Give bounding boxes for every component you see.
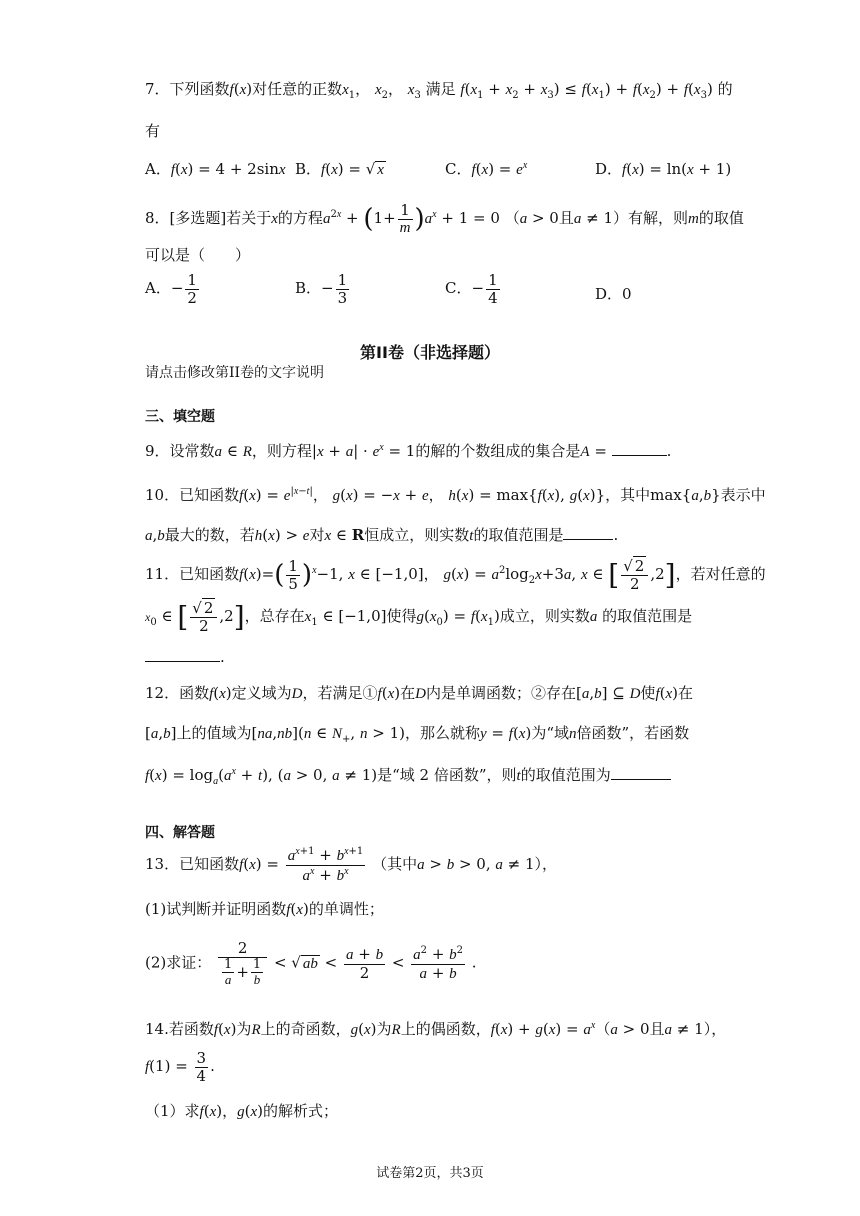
section-4-heading: 四、解答题: [145, 825, 215, 841]
q11-line2: $x_0$ ∈ [ $\frac{√ 2}{2}$ ,2]，总存在$x_1$ ∈ [−1,0]使得$g(x_0) = f(x_1)$成立，则实数a 的取值范围是: [145, 599, 693, 635]
q8-stem-line2: 可以是（ ）: [145, 246, 251, 264]
q7-stem-line2: 有: [145, 122, 161, 140]
q8-option-a: A．− $\frac{1}{2}$: [145, 271, 197, 307]
q8-stem-line1: 8．[多选题]若关于x的方程$a^{2x} + (1+$ $\frac{1}{m}$ )$a^x + 1 = 0$ （a > 0且a ≠ 1）有解，则m的取值: [145, 201, 744, 236]
q12-line2: [a,b]上的值域为[na,nb](n ∈ $N_+$, n > 1)，那么就称y = f(x)为“域n倍函数”，若函数: [145, 724, 690, 745]
q13-part2: (2)求证： 2 $\frac{1}{a}$ + $\frac{1}{b}$ < √ ab < $\frac{a + b}{2}$ < $\frac{a^2 + b^2}{a + b}$ .: [145, 939, 477, 987]
page-footer: 试卷第2页，共3页: [376, 1166, 484, 1181]
q10-line1: 10．已知函数$f(x) = e^{|x-t|}$， g(x) = −x + e， h(x) = max{f(x), g(x)}，其中max{a,b}表示中: [145, 486, 766, 504]
q11-answer-blank[interactable]: .: [145, 648, 225, 666]
section-2-subtitle[interactable]: 请点击修改第II卷的文字说明: [145, 365, 325, 381]
q8-option-b: B．− $\frac{1}{3}$: [295, 271, 348, 307]
q14-part1: （1）求f(x)，g(x)的解析式；: [145, 1102, 339, 1120]
q13-stem: 13．已知函数f(x) = $\frac{a^{x+1} + b^{x+1}}{a^x + b^x}$ （其中a > b > 0, a ≠ 1），: [145, 846, 558, 884]
q7-stem-line1: 7．下列函数f(x)对任意的正数$x_1$， $x_2$， $x_3$ 满足 $f(x_1 + x_2 + x_3) \le f(x_1) + f(x_2) + f(x_3)$ 的: [145, 80, 733, 101]
q12-line3: $f(x) = \log_a(a^x + t)$, (a > 0, a ≠ 1)是“域 2 倍函数”，则t的取值范围为: [145, 764, 671, 787]
q10-line2: a,b最大的数，若h(x) > e对x ∈ R恒成立，则实数t的取值范围是 .: [145, 526, 619, 544]
q14-stem-line1: 14.若函数f(x)为R上的奇函数，g(x)为R上的偶函数，$f(x) + g(x) = a^x(a > 0$且a ≠ 1），: [145, 1020, 727, 1038]
section-2-title: 第II卷（非选择题）: [360, 343, 500, 362]
q8-option-d: D．0: [595, 285, 632, 303]
section-3-heading: 三、填空题: [145, 409, 215, 425]
q7-option-a: A．f(x) = 4 + 2sinx: [145, 160, 286, 178]
q12-line1: 12．函数f(x)定义域为D，若满足①f(x)在D内是单调函数；②存在[a,b] ⊆ D使f(x)在: [145, 684, 694, 702]
q7-option-d: D．f(x) = ln(x + 1): [595, 160, 732, 178]
q7-option-b: B．f(x) = √ x: [295, 160, 384, 178]
q13-part1: (1)试判断并证明函数f(x)的单调性；: [145, 900, 384, 918]
q9: 9．设常数a ∈ R，则方程$|x + a| \cdot e^x = 1$的解的个数组成的集合是A = .: [145, 442, 672, 460]
q7-option-c: C．$f(x) = e^x$: [445, 160, 528, 178]
q11-line1: 11．已知函数f(x)=( $\frac{1}{5}$ )$^x$−1, x ∈ [−1,0]， $g(x) = a^2\log_2x+3a$, x ∈ [ $\frac{√ 2}{2}$ ,2]，若对任意的: [145, 557, 766, 593]
q14-stem-line2: f(1) = $\frac{3}{4}$ .: [145, 1049, 215, 1085]
q8-option-c: C．− $\frac{1}{4}$: [445, 271, 498, 307]
